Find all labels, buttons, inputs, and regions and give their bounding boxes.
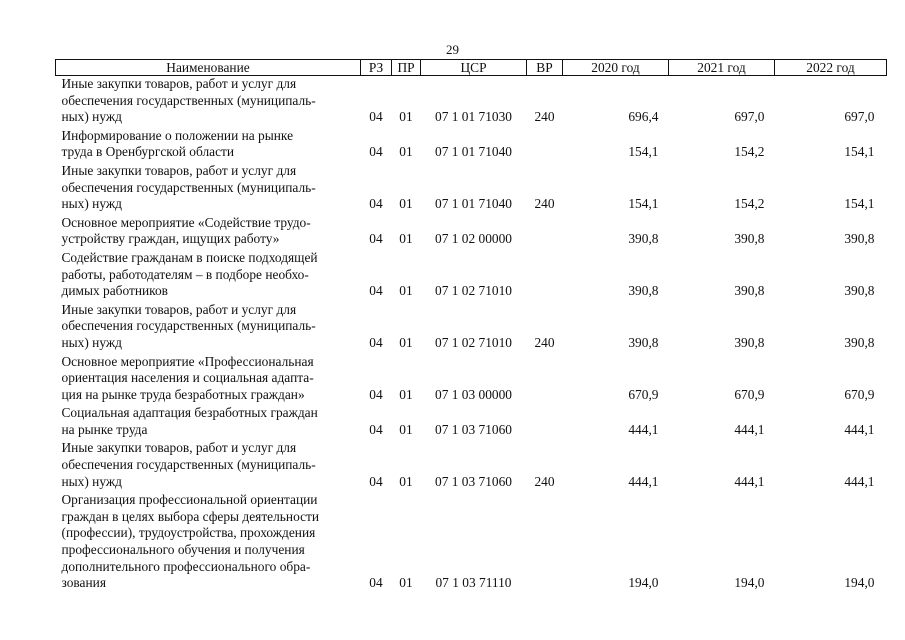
cell-csr: 07 1 03 71060: [435, 421, 512, 437]
cell-pr: 01: [399, 196, 413, 212]
name-line: ных) нужд: [61, 334, 122, 350]
cell-2021: 670,9: [734, 386, 765, 402]
table-row: [56, 492, 887, 594]
name-line: Основное мероприятие «Содействие трудо-: [61, 214, 311, 230]
name-line: Информирование о положении на рынке: [61, 127, 294, 143]
name-line: обеспечения государственных (муниципаль-: [61, 457, 316, 473]
header-2022: 2022 год: [775, 60, 887, 76]
name-line: обеспечения государственных (муниципаль-: [61, 92, 316, 108]
cell-2020: 444,1: [628, 473, 659, 489]
table-row: [56, 128, 887, 163]
cell-vr: [527, 250, 563, 302]
name-line: Социальная адаптация безработных граждан: [61, 405, 318, 421]
cell-vr: [527, 405, 563, 440]
cell-2022: 154,1: [844, 144, 875, 160]
table-row: [56, 250, 887, 302]
cell-csr: 07 1 02 00000: [435, 231, 512, 247]
cell-2020: 696,4: [628, 109, 659, 125]
cell-name: [56, 440, 361, 492]
cell-vr: 240: [534, 334, 555, 350]
budget-table: [55, 59, 887, 594]
cell-2020: 154,1: [628, 196, 659, 212]
cell-2020: 390,8: [628, 283, 659, 299]
cell-rz: 04: [369, 109, 383, 125]
cell-csr: 07 1 01 71040: [435, 196, 512, 212]
cell-csr: 07 1 02 71010: [435, 334, 512, 350]
cell-name: [56, 302, 361, 354]
name-line: (профессии), трудоустройства, прохождения: [61, 525, 316, 541]
cell-vr: [527, 215, 563, 250]
name-line: Иные закупки товаров, работ и услуг для: [61, 76, 297, 91]
cell-name: [56, 76, 361, 128]
cell-rz: 04: [369, 386, 383, 402]
cell-2022: 194,0: [844, 575, 875, 591]
name-line: ных) нужд: [61, 473, 122, 489]
cell-rz: 04: [369, 196, 383, 212]
cell-pr: 01: [399, 109, 413, 125]
cell-rz: 04: [369, 334, 383, 350]
cell-name: [56, 354, 361, 406]
cell-pr: 01: [399, 334, 413, 350]
cell-vr: 240: [534, 196, 555, 212]
header-pr: ПР: [392, 60, 421, 76]
name-line: дополнительного профессионального обра-: [61, 558, 311, 574]
cell-rz: 04: [369, 575, 383, 591]
cell-2022: 154,1: [844, 196, 875, 212]
cell-vr: 240: [534, 109, 555, 125]
cell-rz: 04: [369, 473, 383, 489]
cell-2020: 154,1: [628, 144, 659, 160]
name-line: работы, работодателям – в подборе необхо-: [61, 266, 309, 282]
header-csr: ЦСР: [421, 60, 527, 76]
cell-2022: 444,1: [844, 421, 875, 437]
cell-rz: 04: [369, 144, 383, 160]
cell-rz: 04: [369, 421, 383, 437]
name-line: Иные закупки товаров, работ и услуг для: [61, 301, 297, 317]
cell-2022: 390,8: [844, 231, 875, 247]
cell-name: [56, 405, 361, 440]
name-line: ция на рынке труда безработных граждан»: [61, 386, 305, 402]
cell-2021: 154,2: [734, 144, 765, 160]
name-line: обеспечения государственных (муниципаль-: [61, 179, 316, 195]
cell-name: [56, 128, 361, 163]
table-body: [56, 76, 887, 594]
cell-2022: 444,1: [844, 473, 875, 489]
cell-csr: 07 1 03 71110: [435, 575, 512, 591]
cell-2022: 697,0: [844, 109, 875, 125]
table-row: [56, 215, 887, 250]
name-line: Содействие гражданам в поиске подходящей: [61, 249, 318, 265]
cell-vr: [527, 492, 563, 594]
cell-2021: 444,1: [734, 473, 765, 489]
name-line: ных) нужд: [61, 196, 122, 212]
cell-name: [56, 492, 361, 594]
name-line: профессионального обучения и получения: [61, 542, 305, 558]
table-row: [56, 163, 887, 215]
cell-csr: 07 1 03 71060: [435, 473, 512, 489]
cell-2021: 194,0: [734, 575, 765, 591]
cell-pr: 01: [399, 283, 413, 299]
header-2021: 2021 год: [669, 60, 775, 76]
cell-2021: 444,1: [734, 421, 765, 437]
name-line: труда в Оренбургской области: [61, 144, 235, 160]
cell-2020: 444,1: [628, 421, 659, 437]
cell-rz: 04: [369, 231, 383, 247]
table-header-row: [56, 60, 887, 76]
table-row: [56, 76, 887, 128]
cell-2021: 154,2: [734, 196, 765, 212]
cell-2020: 194,0: [628, 575, 659, 591]
name-line: димых работников: [61, 283, 168, 299]
page-number: 29: [446, 42, 459, 57]
cell-2020: 390,8: [628, 334, 659, 350]
cell-2021: 390,8: [734, 334, 765, 350]
header-2020: 2020 год: [563, 60, 669, 76]
cell-2021: 390,8: [734, 231, 765, 247]
table-row: [56, 354, 887, 406]
name-line: зования: [61, 575, 106, 591]
cell-pr: 01: [399, 575, 413, 591]
name-line: Основное мероприятие «Профессиональная: [61, 353, 314, 369]
cell-pr: 01: [399, 231, 413, 247]
name-line: ориентация населения и социальная адапта-: [61, 370, 314, 386]
table-row: [56, 405, 887, 440]
cell-2021: 697,0: [734, 109, 765, 125]
cell-2021: 390,8: [734, 283, 765, 299]
name-line: Иные закупки товаров, работ и услуг для: [61, 162, 297, 178]
cell-name: [56, 215, 361, 250]
cell-pr: 01: [399, 421, 413, 437]
cell-rz: 04: [369, 283, 383, 299]
cell-2020: 390,8: [628, 231, 659, 247]
name-line: на рынке труда: [61, 421, 148, 437]
cell-pr: 01: [399, 386, 413, 402]
cell-name: [56, 163, 361, 215]
cell-2020: 670,9: [628, 386, 659, 402]
table-row: [56, 440, 887, 492]
cell-2022: 670,9: [844, 386, 875, 402]
name-line: обеспечения государственных (муниципаль-: [61, 318, 316, 334]
cell-name: [56, 250, 361, 302]
cell-csr: 07 1 03 00000: [435, 386, 512, 402]
header-vr: ВР: [527, 60, 563, 76]
header-name: Наименование: [56, 60, 361, 76]
cell-vr: [527, 128, 563, 163]
name-line: ных) нужд: [61, 109, 122, 125]
header-rz: РЗ: [361, 60, 392, 76]
name-line: Иные закупки товаров, работ и услуг для: [61, 440, 297, 456]
cell-vr: 240: [534, 473, 555, 489]
table-row: [56, 302, 887, 354]
cell-csr: 07 1 01 71040: [435, 144, 512, 160]
name-line: граждан в целях выбора сферы деятельности: [61, 508, 320, 524]
cell-vr: [527, 354, 563, 406]
name-line: устройству граждан, ищущих работу»: [61, 231, 280, 247]
cell-pr: 01: [399, 473, 413, 489]
cell-csr: 07 1 01 71030: [435, 109, 512, 125]
cell-2022: 390,8: [844, 283, 875, 299]
cell-pr: 01: [399, 144, 413, 160]
name-line: Организация профессиональной ориентации: [61, 492, 318, 508]
cell-2022: 390,8: [844, 334, 875, 350]
cell-csr: 07 1 02 71010: [435, 283, 512, 299]
